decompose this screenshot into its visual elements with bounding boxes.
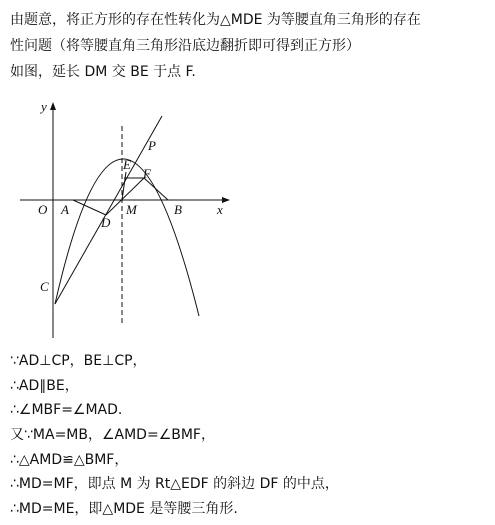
- proof-line-3: ∴∠MBF=∠MAD.: [10, 402, 123, 418]
- label-x: x: [217, 202, 223, 217]
- label-b: B: [174, 202, 182, 217]
- proof-line-5: ∴△AMD≌△BMF，: [10, 452, 129, 468]
- proof-line-1: ∵AD⊥CP，BE⊥CP，: [10, 353, 147, 369]
- geometry-figure: [20, 90, 240, 340]
- label-a: A: [61, 202, 69, 217]
- label-y: y: [41, 99, 47, 114]
- segment-df: [106, 178, 144, 215]
- proof-line-7: ∴MD=ME，即△MDE 是等腰三角形.: [10, 501, 238, 517]
- line-cp: [55, 116, 162, 304]
- label-d: D: [101, 215, 111, 230]
- proof-line-6: ∴MD=MF，即点 M 为 Rt△EDF 的斜边 DF 的中点，: [10, 476, 339, 492]
- segment-ad: [73, 200, 106, 215]
- label-p: P: [148, 138, 156, 153]
- text-line-3: 如图，延长 DM 交 BE 于点 F.: [10, 64, 196, 80]
- proof-line-2: ∴AD∥BE，: [10, 378, 79, 394]
- x-axis-arrow-icon: [222, 197, 230, 203]
- label-f: F: [143, 166, 151, 181]
- parabola-curve: [55, 159, 199, 316]
- proof-line-4: 又∵MA=MB，∠AMD=∠BMF，: [10, 427, 215, 443]
- label-e: E: [123, 157, 131, 172]
- text-line-2: 性问题（将等腰直角三角形沿底边翻折即可得到正方形）: [10, 38, 360, 54]
- label-m: M: [126, 202, 137, 217]
- y-axis-arrow-icon: [50, 102, 56, 110]
- label-o: O: [38, 202, 48, 217]
- segment-fb: [144, 178, 168, 200]
- label-c: C: [40, 279, 49, 294]
- text-line-1: 由题意，将正方形的存在性转化为△MDE 为等腰直角三角形的存在: [10, 12, 421, 28]
